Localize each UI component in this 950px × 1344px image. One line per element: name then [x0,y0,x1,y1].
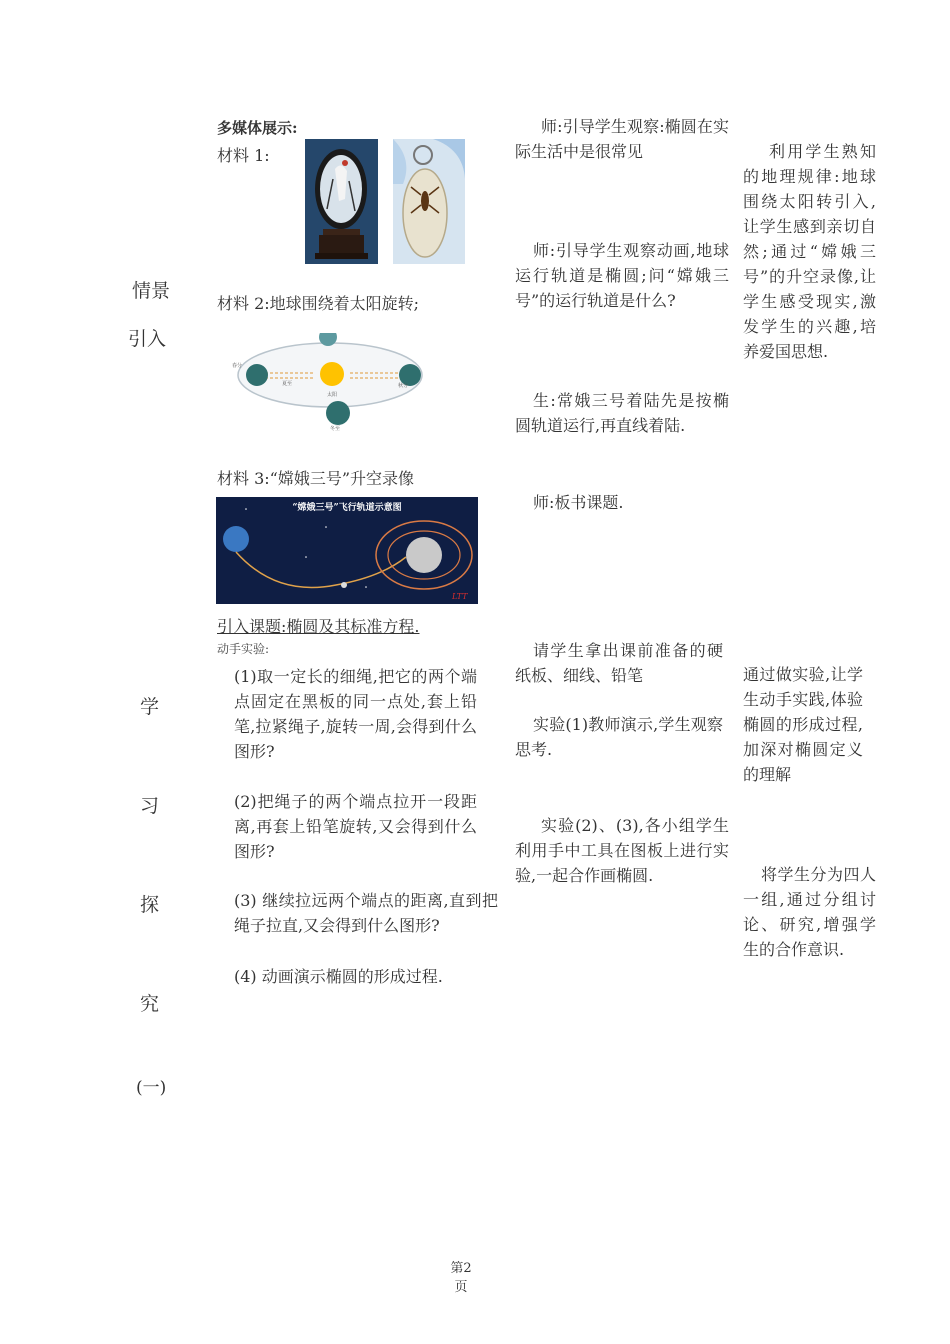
page-number-line-2: 页 [454,1280,468,1295]
design-intent-3: 将学生分为四人一组,通过分组讨论、研究,增强学生的合作意识. [743,865,876,959]
stage-label-study-3: 探 [140,894,160,916]
season-label-summer: 夏至 [282,381,293,387]
stage-label-intro-2: 引入 [128,328,167,350]
page-number [441,1257,481,1295]
teacher-note-3: 师:板书课题. [533,493,624,512]
teacher-note-1: 师:引导学生观察:椭圆在实际生活中是很常见 [515,117,729,161]
orbit-image-title: “嫦娥三号”飞行轨道示意图 [292,503,402,513]
experiment-step-2: (2)把绳子的两个端点拉开一段距离,再套上铅笔旋转,又会得到什么图形? [234,792,477,861]
svg-text:LTT: LTT [452,592,468,601]
experiment-note-1: 实验(1)教师演示,学生观察思考. [515,715,723,759]
teacher-note-4: 请学生拿出课前准备的硬纸板、细线、铅笔 [515,641,723,685]
page-number-line-1: 第2 [450,1261,472,1276]
stage-label-study-4: 究 [140,993,160,1015]
stage-label-study-5: (一) [136,1078,167,1098]
stage-label-study-2: 习 [140,795,160,817]
experiment-step-3: (3) 继续拉远两个端点的距离,直到把绳子拉直,又会得到什么图形? [234,891,498,935]
earth-orbit-diagram [222,333,434,433]
sun-label: 太阳 [326,392,338,398]
stage-label-study-1: 学 [140,696,160,718]
amber-pendant-image [393,139,465,264]
material-2-label: 材料 2:地球围绕着太阳旋转; [217,294,420,313]
multimedia-heading: 多媒体展示: [217,119,298,137]
teacher-note-2: 师:引导学生观察动画,地球运行轨道是椭圆;问“嫦娥三号”的运行轨道是什么? [515,241,729,310]
course-title: 引入课题:椭圆及其标准方程. [217,617,420,636]
change3-orbit-image [216,497,478,604]
experiment-step-1: (1)取一定长的细绳,把它的两个端点固定在黑板的同一点处,套上铅笔,拉紧绳子,旋转一周,会得到什么图形? [234,667,477,761]
experiment-step-4: (4) 动画演示椭圆的形成过程. [234,967,443,986]
experiment-note-2: 实验(2)、(3),各小组学生利用手中工具在图板上进行实验,一起合作画椭圆. [515,816,729,885]
screen-ornament-image [305,139,378,264]
design-intent-1: 利用学生熟知的地理规律:地球围绕太阳转引入,让学生感到亲切自然;通过“嫦娥三号”的升空录像,让学生感受现实,激发学生的兴趣,培养爱国思想. [743,142,876,361]
stage-label-intro-1: 情景 [132,280,171,302]
material-1-label: 材料 1: [217,146,270,165]
season-label-winter: 冬至 [330,426,341,432]
student-response: 生:常娥三号着陆先是按椭圆轨道运行,再直线着陆. [515,391,729,435]
season-label-spring: 春分 [232,363,243,369]
experiment-heading: 动手实验: [217,642,270,656]
season-label-autumn: 秋分 [398,383,409,389]
material-3-label: 材料 3:“嫦娥三号”升空录像 [217,469,415,488]
design-intent-2: 通过做实验,让学生动手实践,体验椭圆的形成过程,加深对椭圆定义的理解 [743,665,863,784]
